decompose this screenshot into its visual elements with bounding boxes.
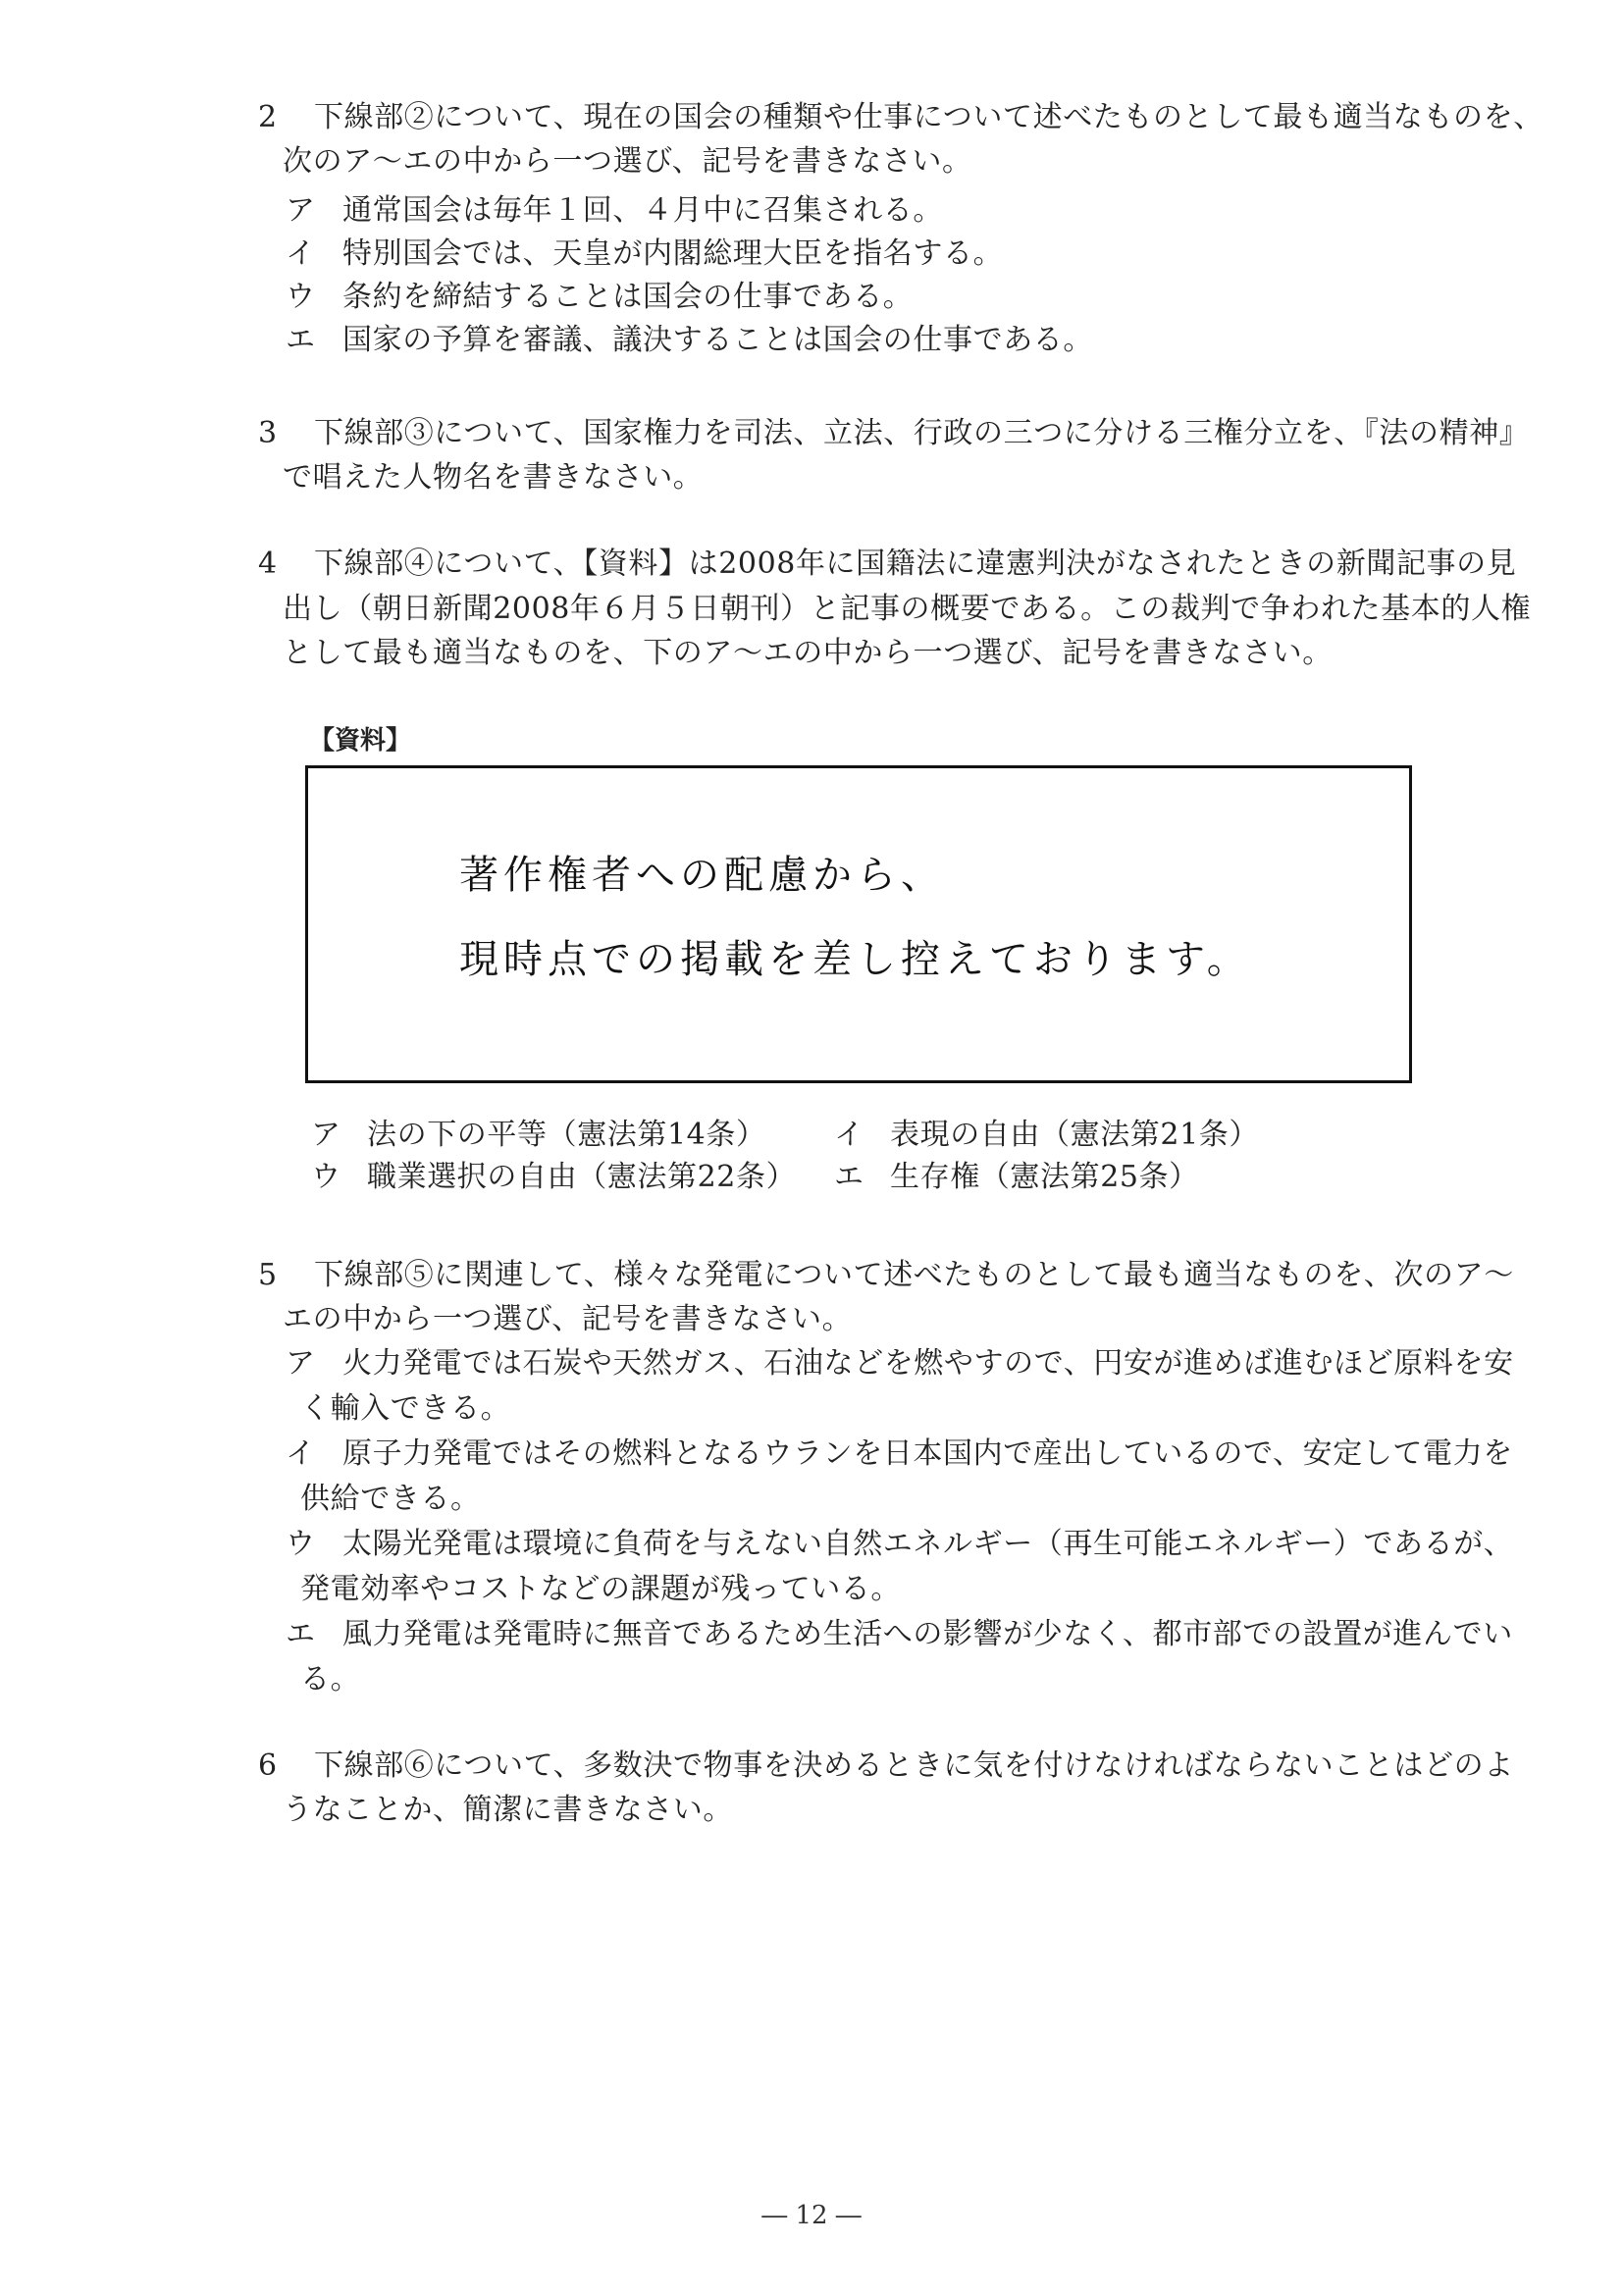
question-number: 4 bbox=[258, 547, 278, 581]
option-label: ウ bbox=[311, 1160, 340, 1194]
option-text: く輸入できる。 bbox=[300, 1391, 511, 1426]
question-stem-line: 次のア～エの中から一つ選び、記号を書きなさい。 bbox=[283, 144, 972, 179]
option-text: 特別国会では、天皇が内閣総理大臣を指名する。 bbox=[342, 236, 1004, 271]
option-text: 国家の予算を審議、議決することは国会の仕事である。 bbox=[342, 323, 1093, 357]
question-number: 2 bbox=[258, 100, 278, 134]
copyright-notice-line: 著作権者への配慮から、 bbox=[459, 853, 945, 898]
question-number: 6 bbox=[258, 1748, 278, 1783]
option-label: ア bbox=[286, 193, 315, 228]
question-stem-line: で唱えた人物名を書きなさい。 bbox=[283, 460, 704, 495]
question-stem-line: うなことか、簡潔に書きなさい。 bbox=[283, 1793, 733, 1827]
option-label: ウ bbox=[286, 280, 315, 314]
question-stem-line: 出し（朝日新聞2008年６月５日朝刊）と記事の概要である。この裁判で争われた基本的人権 bbox=[283, 592, 1532, 626]
option-text: 条約を締結することは国会の仕事である。 bbox=[342, 280, 914, 314]
question-stem-line: エの中から一つ選び、記号を書きなさい。 bbox=[283, 1302, 853, 1336]
page-number: ― 12 ― bbox=[761, 2201, 862, 2230]
option-text: 供給できる。 bbox=[300, 1482, 481, 1516]
option-text: る。 bbox=[300, 1662, 361, 1696]
option-label: エ bbox=[834, 1160, 864, 1194]
option-text: 風力発電は発電時に無音であるため生活への影響が少なく、都市部での設置が進んでい bbox=[342, 1617, 1513, 1651]
option-text: 生存権（憲法第25条） bbox=[890, 1160, 1199, 1194]
option-text: 職業選択の自由（憲法第22条） bbox=[367, 1160, 797, 1194]
material-label: 【資料】 bbox=[309, 726, 412, 756]
question-stem-line: 下線部⑤に関連して、様々な発電について述べたものとして最も適当なものを、次のア～ bbox=[314, 1258, 1514, 1292]
option-text: 太陽光発電は環境に負荷を与えない自然エネルギー（再生可能エネルギー）であるが、 bbox=[342, 1527, 1514, 1561]
question-stem-line: 下線部③について、国家権力を司法、立法、行政の三つに分ける三権分立を、『法の精神』 bbox=[314, 416, 1530, 450]
option-label: イ bbox=[286, 236, 315, 271]
option-label: ア bbox=[311, 1118, 340, 1152]
question-stem-line: として最も適当なものを、下のア～エの中から一つ選び、記号を書きなさい。 bbox=[283, 636, 1333, 670]
material-box bbox=[305, 765, 1412, 1083]
option-label: イ bbox=[834, 1118, 864, 1152]
copyright-notice-line: 現時点での掲載を差し控えております。 bbox=[459, 937, 1251, 982]
option-text: 発電効率やコストなどの課題が残っている。 bbox=[300, 1572, 901, 1606]
option-label: ウ bbox=[286, 1527, 315, 1561]
question-number: 5 bbox=[258, 1258, 278, 1292]
option-text: 表現の自由（憲法第21条） bbox=[890, 1118, 1259, 1152]
question-stem-line: 下線部②について、現在の国会の種類や仕事について述べたものとして最も適当なものを、 bbox=[314, 100, 1544, 134]
question-stem-line: 下線部④について、【資料】は2008年に国籍法に違憲判決がなされたときの新聞記事の見 bbox=[314, 547, 1517, 581]
option-text: 通常国会は毎年１回、４月中に召集される。 bbox=[342, 193, 943, 228]
option-label: エ bbox=[286, 1617, 315, 1651]
option-label: イ bbox=[286, 1436, 315, 1471]
question-stem-line: 下線部⑥について、多数決で物事を決めるときに気を付けなければならないことはどのよ bbox=[314, 1748, 1514, 1783]
option-label: ア bbox=[286, 1346, 315, 1381]
option-label: エ bbox=[286, 323, 315, 357]
option-text: 法の下の平等（憲法第14条） bbox=[367, 1118, 766, 1152]
option-text: 火力発電では石炭や天然ガス、石油などを燃やすので、円安が進めば進むほど原料を安 bbox=[342, 1346, 1514, 1381]
question-number: 3 bbox=[258, 416, 278, 450]
option-text: 原子力発電ではその燃料となるウランを日本国内で産出しているので、安定して電力を bbox=[342, 1436, 1513, 1471]
